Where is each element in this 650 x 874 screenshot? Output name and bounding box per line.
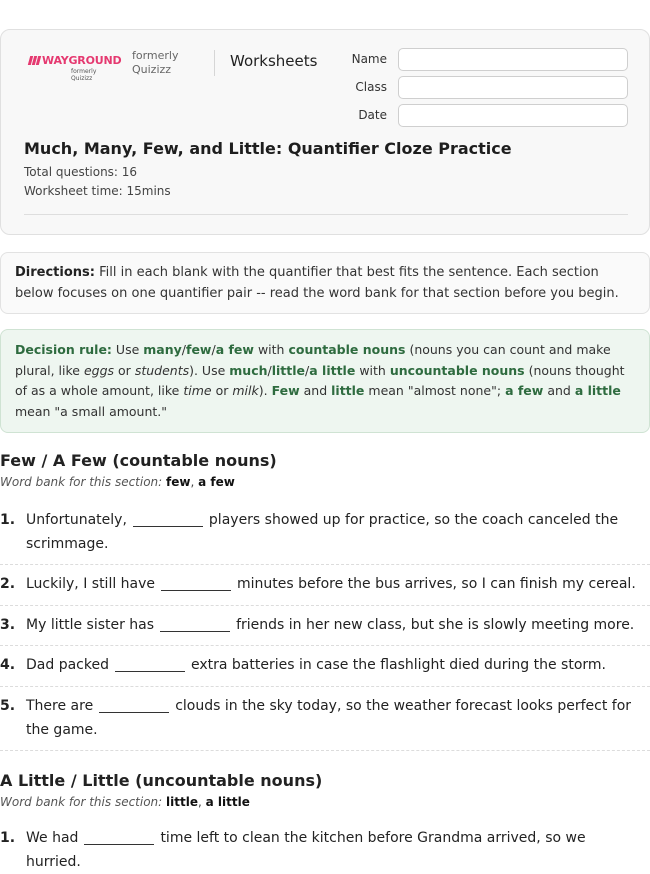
rule-example: eggs xyxy=(83,362,115,378)
rule-example: milk xyxy=(232,383,259,398)
question-number: 4. xyxy=(0,657,16,673)
rule-term: little xyxy=(331,383,365,398)
rule-text: (nouns thought of as a whole amount, like xyxy=(15,362,625,398)
question-text-after: players showed up for practice, so the coach canceled the scrimmage. xyxy=(26,512,619,552)
question-text-before: Unfortunately, xyxy=(26,512,127,528)
worksheet-time: Worksheet time: 15mins xyxy=(24,184,171,198)
rule-text: or xyxy=(215,383,229,398)
decision-rule-box xyxy=(0,329,650,433)
rule-term: uncountable nouns xyxy=(389,362,525,378)
date-field-row xyxy=(331,104,631,128)
total-questions: Total questions: 16 xyxy=(24,165,138,179)
rule-term: countable nouns xyxy=(288,342,406,357)
rule-text: with xyxy=(257,342,285,357)
directions-box xyxy=(0,252,650,314)
word-bank-word: a few xyxy=(198,475,235,489)
rule-example: students xyxy=(134,362,190,378)
rule-term: a little xyxy=(574,383,621,398)
question-divider xyxy=(0,750,650,751)
rule-text: and xyxy=(303,383,328,398)
question-text-before: Luckily, I still have xyxy=(26,576,156,592)
rule-slash: / xyxy=(305,362,310,378)
question-number: 1. xyxy=(0,512,16,528)
question-divider xyxy=(0,564,650,565)
rule-text: (nouns you can count and make plural, like xyxy=(15,342,611,378)
header-divider xyxy=(214,50,215,76)
directions-text: Fill in each blank with the quantifier that best fits the sentence. Each section below focuses on one quantifier pair -- read the word bank for that section before you begin. xyxy=(15,265,619,301)
question-divider xyxy=(0,645,650,646)
class-label: Class xyxy=(355,80,387,94)
question-divider xyxy=(0,686,650,687)
answer-blank[interactable] xyxy=(84,829,154,845)
answer-blank[interactable] xyxy=(133,511,203,527)
logo-subtext: formerly Quizizz xyxy=(71,68,97,82)
rule-term: a few xyxy=(505,383,544,398)
rule-term: Few xyxy=(271,383,300,398)
rule-example: time xyxy=(183,383,212,398)
question-number: 5. xyxy=(0,698,16,714)
class-input[interactable] xyxy=(398,76,628,99)
question-number: 1. xyxy=(0,830,16,846)
rule-term: little xyxy=(271,362,306,378)
rule-text: ). xyxy=(258,383,268,398)
worksheet-header xyxy=(0,29,650,235)
name-input[interactable] xyxy=(398,48,628,71)
date-label: Date xyxy=(358,108,387,122)
logo-mark-icon xyxy=(29,56,40,65)
decision-rule-label: Decision rule: xyxy=(15,342,112,357)
rule-text: mean "a small amount." xyxy=(15,403,168,419)
answer-blank[interactable] xyxy=(161,575,231,591)
rule-term: a little xyxy=(309,362,356,378)
word-bank-word: a little xyxy=(205,795,250,809)
answer-blank[interactable] xyxy=(99,697,169,713)
worksheets-label: Worksheets xyxy=(230,52,318,70)
rule-text: mean "almost none"; xyxy=(368,383,502,398)
rule-term: few xyxy=(186,342,212,357)
worksheet-title: Much, Many, Few, and Little: Quantifier Cloze Practice xyxy=(24,139,512,158)
logo-text: WAYGROUND xyxy=(42,54,122,67)
word-bank-word: little xyxy=(166,795,198,809)
formerly-line-2: Quizizz xyxy=(132,63,172,76)
directions-label: Directions: xyxy=(15,265,95,280)
question-text-before: Dad packed xyxy=(26,657,109,673)
rule-term: many xyxy=(143,342,182,357)
word-bank-little: Word bank for this section: little, a little xyxy=(0,795,250,809)
question-text-after: friends in her new class, but she is slowly meeting more. xyxy=(236,617,635,633)
word-bank-few: Word bank for this section: few, a few xyxy=(0,475,235,489)
wayground-logo xyxy=(29,54,122,82)
header-divider-line xyxy=(24,214,628,215)
question-text-before: There are xyxy=(26,698,94,714)
rule-term: much xyxy=(229,362,268,378)
rule-text: ). Use xyxy=(189,362,226,378)
rule-slash: / xyxy=(267,362,272,378)
date-input[interactable] xyxy=(398,104,628,127)
formerly-line-1: formerly xyxy=(132,49,179,62)
rule-slash: / xyxy=(181,342,186,357)
question-text-after: time left to clean the kitchen before Grandma arrived, so we hurried. xyxy=(26,830,586,870)
rule-text: or xyxy=(118,362,131,378)
section-title-few: Few / A Few (countable nouns) xyxy=(0,451,277,470)
rule-term: a few xyxy=(215,342,254,357)
name-label: Name xyxy=(351,52,387,66)
rule-text: and xyxy=(547,383,571,398)
word-bank-label: Word bank for this section: xyxy=(0,475,163,489)
question-divider xyxy=(0,605,650,606)
name-field-row xyxy=(331,48,631,72)
question-text-after: minutes before the bus arrives, so I can finish my cereal. xyxy=(237,576,636,592)
formerly-quizizz xyxy=(132,49,179,77)
word-bank-label: Word bank for this section: xyxy=(0,795,163,809)
section-title-little: A Little / Little (uncountable nouns) xyxy=(0,771,323,790)
answer-blank[interactable] xyxy=(115,656,185,672)
question-text-before: We had xyxy=(26,830,79,846)
question-text-after: clouds in the sky today, so the weather forecast looks perfect for the game. xyxy=(26,698,632,738)
class-field-row xyxy=(331,76,631,100)
word-bank-word: few xyxy=(166,475,191,489)
question-number: 2. xyxy=(0,576,16,592)
rule-text: Use xyxy=(115,342,140,357)
rule-slash: / xyxy=(211,342,216,357)
question-text-before: My little sister has xyxy=(26,617,155,633)
question-text-after: extra batteries in case the flashlight died during the storm. xyxy=(190,657,606,673)
question-number: 3. xyxy=(0,617,16,633)
rule-text: with xyxy=(359,362,386,378)
answer-blank[interactable] xyxy=(160,616,230,632)
